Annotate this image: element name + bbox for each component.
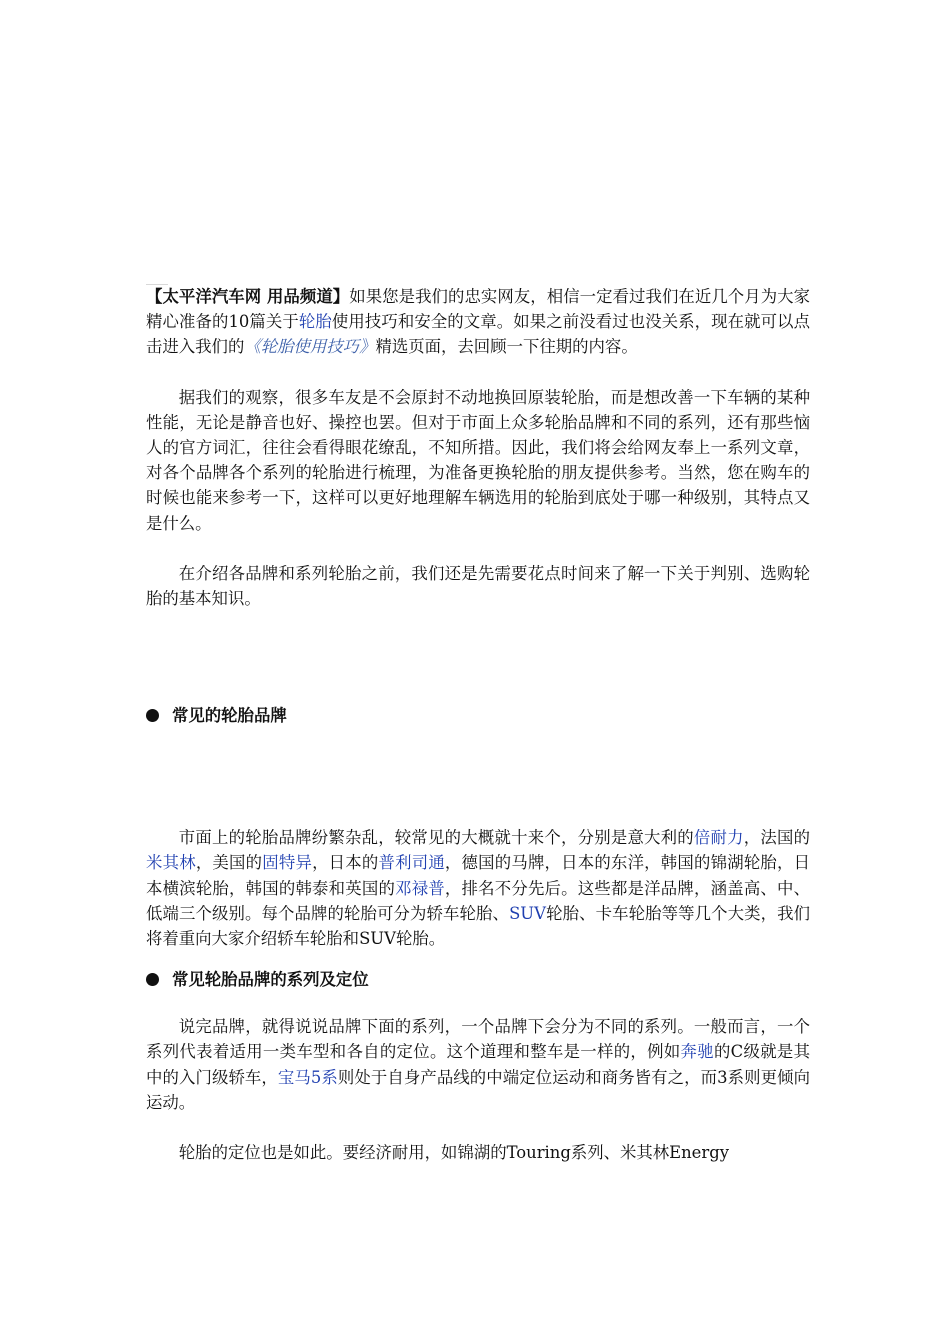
basics-paragraph: 在介绍各品牌和系列轮胎之前，我们还是先需要花点时间来了解一下关于判别、选购轮胎的基本知识。 — [146, 563, 810, 609]
intro-text-3: 精选页面，去回顾一下往期的内容。 — [375, 337, 638, 357]
brands-text-1: 市面上的轮胎品牌纷繁杂乱，较常见的大概就十来个，分别是意大利的 — [178, 828, 694, 848]
brands-text-2: ，法国的 — [743, 828, 811, 848]
goodyear-link[interactable]: 固特异 — [262, 853, 313, 873]
michelin-link[interactable]: 米其林 — [146, 853, 196, 873]
brands-text-6: ，排名不分先后。这些都是洋品牌，涵盖高、中、低端三个级别。每个品牌的轮胎可分为轿车轮胎、 — [146, 878, 811, 923]
intro-text-2: 使用技巧和安全的文章。如果之前没看过也没关系，现在就可以点击进入我们的 — [146, 312, 811, 357]
brands-text-5: ，德国的马牌，日本的东洋，韩国的锦湖轮胎，日本横滨轮胎，韩国的韩泰和英国的 — [146, 853, 811, 898]
positioning-paragraph: 轮胎的定位也是如此。要经济耐用，如锦湖的Touring系列、米其林Energy — [178, 1143, 729, 1163]
bmw-5-series-link[interactable]: 宝马5系 — [277, 1067, 338, 1087]
suv-link[interactable]: SUV — [509, 903, 546, 923]
series-text-3: 则处于自身产品线的中端定位运动和商务皆有之，而3系则更倾向运动。 — [146, 1067, 810, 1112]
tire-tips-link[interactable]: 《轮胎使用技巧》 — [244, 337, 376, 357]
observation-paragraph: 据我们的观察，很多车友是不会原封不动地换回原装轮胎，而是想改善一下车辆的某种性能，无论是静音也好、操控也罢。但对于市面上众多轮胎品牌和不同的系列，还有那些恼人的官方词汇，往往会看得眼花缭乱，不知所措。因此，我们将会给网友奉上一系列文章，对各个品牌各个系列的轮胎进行梳理，为准备更换轮胎的朋友提供参考。当然，您在购车的时候也能来参考一下，这样可以更好地理解车辆选用的轮胎到底处于哪一种级别，其特点又是什么。 — [146, 387, 810, 533]
source-label: 【太平洋汽车网 用品频道】 — [146, 287, 350, 306]
series-paragraph — [146, 1014, 810, 1115]
intro-paragraph — [146, 284, 810, 360]
tire-link[interactable]: 轮胎 — [298, 312, 332, 332]
brands-text-7: 轮胎、卡车轮胎等等几个大类，我们将着重向大家介绍轿车轮胎和SUV轮胎。 — [146, 903, 810, 949]
benz-link[interactable]: 奔驰 — [680, 1042, 714, 1062]
brands-paragraph — [146, 825, 810, 951]
section-heading-series — [146, 967, 810, 992]
series-text-2: 的C级就是其中的入门级轿车， — [146, 1042, 811, 1087]
bullet-icon — [146, 709, 159, 722]
series-text-1: 说完品牌，就得说说品牌下面的系列，一个品牌下会分为不同的系列。一般而言，一个系列代表着适用一类车型和各自的定位。这个道理和整车是一样的，例如 — [146, 1017, 810, 1062]
section-heading-brands-text: 常见的轮胎品牌 — [172, 706, 287, 726]
brands-text-4: ，日本的 — [312, 853, 379, 873]
brands-text-3: ，美国的 — [195, 853, 263, 873]
section-heading-brands — [146, 703, 810, 728]
pirelli-link[interactable]: 倍耐力 — [693, 828, 744, 848]
intro-text-1: 如果您是我们的忠实网友，相信一定看过我们在近几个月为大家精心准备的10篇关于 — [146, 287, 810, 332]
article-body — [146, 284, 810, 1165]
dunlop-link[interactable]: 邓禄普 — [395, 878, 445, 898]
bridgestone-link[interactable]: 普利司通 — [378, 853, 445, 873]
section-heading-series-text: 常见轮胎品牌的系列及定位 — [172, 970, 369, 990]
bullet-icon — [146, 973, 159, 986]
